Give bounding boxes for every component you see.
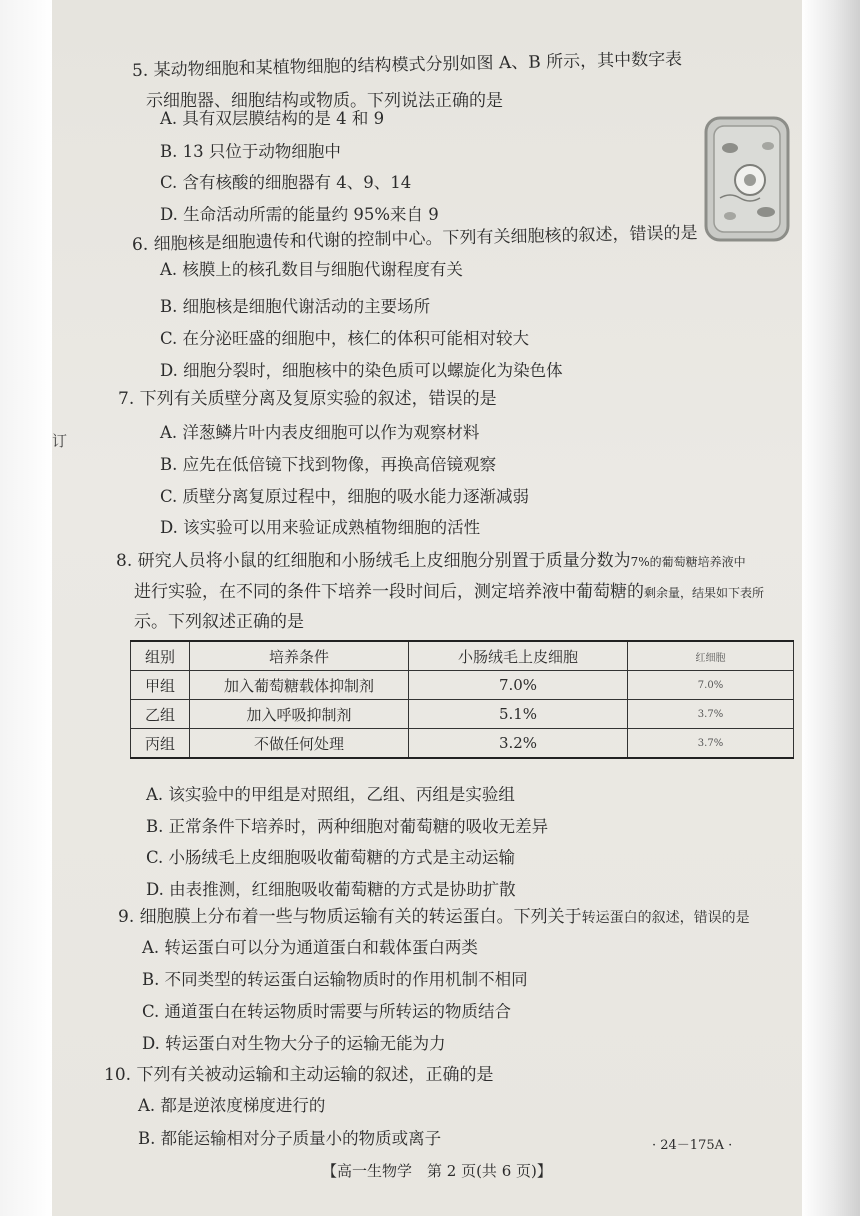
table-cell: 乙组 xyxy=(131,700,190,729)
q8-option-b: B. 正常条件下培养时，两种细胞对葡萄糖的吸收无差异 xyxy=(146,817,549,836)
table-cell: 7.0% xyxy=(628,671,794,700)
q7-option-b: B. 应先在低倍镜下找到物像，再换高倍镜观察 xyxy=(160,455,497,474)
q9-option-c: C. 通道蛋白在转运物质时需要与所转运的物质结合 xyxy=(142,1002,512,1021)
table-cell: 7.0% xyxy=(409,671,628,700)
q5-option-d: D. 生命活动所需的能量约 95%来自 9 xyxy=(160,205,439,224)
q8-stem-line2-tail: 剩余量，结果如下表所 xyxy=(644,586,765,600)
table-cell: 不做任何处理 xyxy=(190,729,409,759)
q8-option-d: D. 由表推测，红细胞吸收葡萄糖的方式是协助扩散 xyxy=(146,880,516,899)
q10-option-a: A. 都是逆浓度梯度进行的 xyxy=(138,1096,326,1115)
table-cell: 甲组 xyxy=(131,671,190,700)
q10-stem: 10. 下列有关被动运输和主动运输的叙述，正确的是 xyxy=(104,1065,494,1085)
q8-results-table xyxy=(130,640,794,759)
table-cell: 3.7% xyxy=(628,729,794,759)
q9-option-d: D. 转运蛋白对生物大分子的运输无能为力 xyxy=(142,1034,446,1053)
q6-option-c: C. 在分泌旺盛的细胞中，核仁的体积可能相对较大 xyxy=(160,329,530,348)
q8-stem-line2-main: 进行实验，在不同的条件下培养一段时间后，测定培养液中葡萄糖的 xyxy=(134,582,644,602)
table-cell: 丙组 xyxy=(131,729,190,759)
table-cell: 3.7% xyxy=(628,700,794,729)
table-cell: 3.2% xyxy=(409,729,628,759)
q5-stem-line2: 示细胞器、细胞结构或物质。下列说法正确的是 xyxy=(146,91,503,111)
table-row xyxy=(131,729,794,759)
q6-option-d: D. 细胞分裂时，细胞核中的染色质可以螺旋化为染色体 xyxy=(160,361,563,380)
paper-code: · 24－175A · xyxy=(652,1138,733,1153)
q9-option-b: B. 不同类型的转运蛋白运输物质时的作用机制不相同 xyxy=(142,970,528,989)
q5-option-a: A. 具有双层膜结构的是 4 和 9 xyxy=(160,109,385,128)
q8-stem-line1-tail: 7%的葡萄糖培养液中 xyxy=(630,555,746,569)
table-cell: 5.1% xyxy=(409,700,628,729)
q9-stem-main: 9. 细胞膜上分布着一些与物质运输有关的转运蛋白。下列关于 xyxy=(118,907,582,927)
table-header-cell: 红细胞 xyxy=(628,641,794,671)
table-header-cell: 培养条件 xyxy=(190,641,409,671)
page-footer: 【高一生物学 第 2 页(共 6 页)】 xyxy=(322,1162,552,1180)
table-row xyxy=(131,700,794,729)
table-cell: 加入葡萄糖载体抑制剂 xyxy=(190,671,409,700)
q7-option-d: D. 该实验可以用来验证成熟植物细胞的活性 xyxy=(160,518,481,537)
q6-option-a: A. 核膜上的核孔数目与细胞代谢程度有关 xyxy=(160,260,463,279)
q10-option-b: B. 都能运输相对分子质量小的物质或离子 xyxy=(138,1129,442,1148)
q6-option-b: B. 细胞核是细胞代谢活动的主要场所 xyxy=(160,297,431,316)
table-header-cell: 组别 xyxy=(131,641,190,671)
q5-option-c: C. 含有核酸的细胞器有 4、9、14 xyxy=(160,173,412,192)
right-margin-shadow xyxy=(802,0,860,1216)
q9-option-a: A. 转运蛋白可以分为通道蛋白和载体蛋白两类 xyxy=(142,938,478,957)
q8-option-a: A. 该实验中的甲组是对照组，乙组、丙组是实验组 xyxy=(146,785,515,804)
q7-stem: 7. 下列有关质壁分离及复原实验的叙述，错误的是 xyxy=(118,389,497,409)
table-header-row xyxy=(131,641,794,671)
left-margin-shadow xyxy=(0,0,52,1216)
q5-option-b: B. 13 只位于动物细胞中 xyxy=(160,142,341,161)
table-header-cell: 小肠绒毛上皮细胞 xyxy=(409,641,628,671)
q9-stem xyxy=(118,904,750,931)
q8-stem-line1-main: 8. 研究人员将小鼠的红细胞和小肠绒毛上皮细胞分别置于质量分数为 xyxy=(116,551,631,571)
q5-stem-line1: 5. 某动物细胞和某植物细胞的结构模式分别如图 A、B 所示，其中数字表 xyxy=(131,49,683,81)
q7-option-a: A. 洋葱鳞片叶内表皮细胞可以作为观察材料 xyxy=(160,423,480,442)
q8-stem-line2 xyxy=(134,579,764,606)
q7-option-c: C. 质壁分离复原过程中，细胞的吸水能力逐渐减弱 xyxy=(160,487,530,506)
q8-stem-line3: 示。下列叙述正确的是 xyxy=(134,612,304,632)
q9-stem-tail: 转运蛋白的叙述，错误的是 xyxy=(581,910,750,926)
q8-stem-line1 xyxy=(116,548,746,575)
binding-mark: 订 xyxy=(52,432,68,450)
q8-option-c: C. 小肠绒毛上皮细胞吸收葡萄糖的方式是主动运输 xyxy=(146,848,516,867)
q6-stem: 6. 细胞核是细胞遗传和代谢的控制中心。下列有关细胞核的叙述，错误的是 xyxy=(131,223,698,255)
table-row xyxy=(131,671,794,700)
plant-cell-diagram xyxy=(700,108,796,248)
table-cell: 加入呼吸抑制剂 xyxy=(190,700,409,729)
